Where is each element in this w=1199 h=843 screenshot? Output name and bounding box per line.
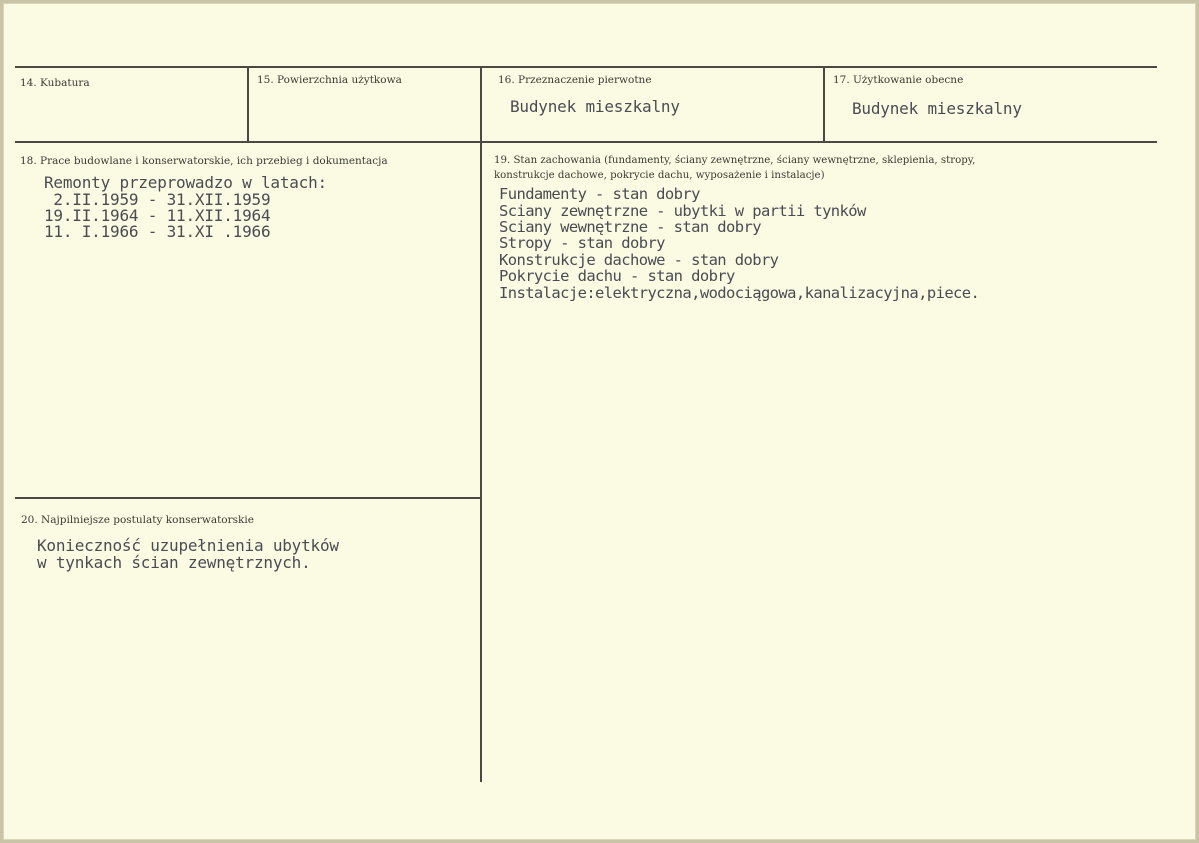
field-20-line: w tynkach ścian zewnętrznych. xyxy=(37,553,311,572)
field-19-line: Sciany wewnętrzne - stan dobry xyxy=(499,218,761,236)
field-19-line: Pokrycie dachu - stan dobry xyxy=(499,267,735,285)
field-19-label-line-1: 19. Stan zachowania (fundamenty, ściany zewnętrzne, ściany wewnętrzne, sklepienia, stropy, xyxy=(494,155,976,166)
divider-16-17 xyxy=(823,67,825,142)
divider-15-16 xyxy=(480,67,482,142)
field-18-line: 2.II.1959 - 31.XII.1959 xyxy=(44,190,271,209)
field-18-line: 11. I.1966 - 31.XI .1966 xyxy=(44,222,271,241)
divider-14-15 xyxy=(247,67,249,142)
field-16-value: Budynek mieszkalny xyxy=(510,97,680,116)
field-19-line: Stropy - stan dobry xyxy=(499,234,665,252)
field-14-label: 14. Kubatura xyxy=(20,77,90,89)
field-20-label: 20. Najpilniejsze postulaty konserwatorskie xyxy=(21,514,254,526)
field-18-label: 18. Prace budowlane i konserwatorskie, ich przebieg i dokumentacja xyxy=(20,155,388,167)
field-19-label-line-2: konstrukcje dachowe, pokrycie dachu, wyposażenie i instalacje) xyxy=(494,170,825,181)
field-19-line: Sciany zewnętrzne - ubytki w partii tynków xyxy=(499,202,866,220)
field-19-line: Instalacje:elektryczna,wodociągowa,kanalizacyjna,piece. xyxy=(499,284,980,302)
field-18-line: Remonty przeprowadzo w latach: xyxy=(44,173,327,192)
field-15-label: 15. Powierzchnia użytkowa xyxy=(257,74,402,86)
field-17-value: Budynek mieszkalny xyxy=(852,99,1022,118)
field-20-line: Konieczność uzupełnienia ubytków xyxy=(37,536,339,555)
field-17-label: 17. Użytkowanie obecne xyxy=(833,74,964,86)
field-16-label: 16. Przeznaczenie pierwotne xyxy=(498,74,652,86)
top-rule xyxy=(15,66,1157,68)
field-19-line: Konstrukcje dachowe - stan dobry xyxy=(499,251,779,269)
section-18-20-rule xyxy=(15,497,480,499)
record-card xyxy=(3,3,1196,840)
main-column-divider xyxy=(480,142,482,782)
field-18-line: 19.II.1964 - 11.XII.1964 xyxy=(44,206,271,225)
header-row-bottom-rule xyxy=(15,141,1157,143)
field-19-line: Fundamenty - stan dobry xyxy=(499,185,700,203)
